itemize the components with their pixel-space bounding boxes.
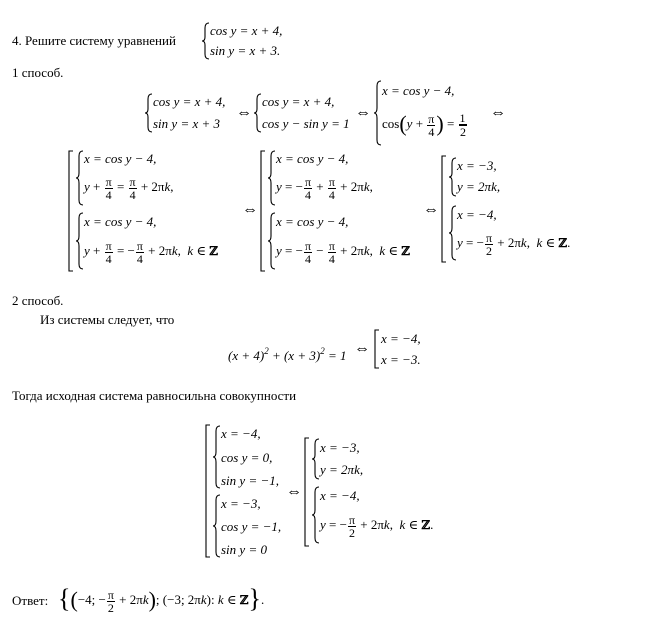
system-line: y + $\frac{\pi}{4}$ = − $\frac{\pi}{4}$ + 2πk, k ∈ ℤ [84, 238, 219, 266]
system-line: cos y − sin y = 1 [262, 116, 350, 131]
curly-brace [76, 212, 84, 270]
problem-label: 4. Решите систему уравнений [12, 33, 176, 48]
system-line: x = −4, [457, 207, 497, 222]
system-line: x = cos y − 4, [84, 214, 157, 229]
iff-symbol: ⇔ [490, 104, 506, 121]
system-line: cos y = x + 4, [262, 94, 335, 109]
iff-symbol: ⇔ [423, 201, 439, 218]
curly-brace [449, 157, 457, 197]
curly-brace [213, 425, 221, 489]
equivalence-text: Тогда исходная система равносильна совокупности [12, 388, 297, 403]
method1-label: 1 способ. [12, 65, 64, 80]
system-line: x = cos y − 4, [276, 214, 349, 229]
curly-brace [254, 93, 262, 133]
curly-brace [145, 93, 153, 133]
curly-brace [76, 150, 84, 206]
system-line: cos y = x + 4, [153, 94, 226, 109]
method2-intro: Из системы следует, что [40, 312, 175, 327]
square-bracket [304, 437, 310, 547]
system-line: y + $\frac{\pi}{4}$ = $\frac{\pi}{4}$ + 2πk, [84, 174, 174, 202]
system-line: x = −3, [221, 496, 261, 511]
system-line: y = − $\frac{\pi}{2}$ + 2πk, k ∈ ℤ. [457, 230, 571, 258]
curly-brace [374, 80, 382, 146]
system-line: sin y = 0 [221, 542, 267, 557]
system-line: x = −4, [221, 426, 261, 441]
problem-eq2: sin y = x + 3. [210, 43, 281, 58]
answer-label: Ответ: [12, 593, 49, 608]
system-line: y = − $\frac{\pi}{4}$ + $\frac{\pi}{4}$ + 2πk, [276, 174, 373, 202]
system-line: y = − $\frac{\pi}{2}$ + 2πk, k ∈ ℤ. [320, 512, 434, 540]
system-line: x = −3, [457, 158, 497, 173]
curly-brace [268, 212, 276, 270]
curly-brace [213, 494, 221, 558]
iff-symbol: ⇔ [236, 104, 252, 121]
system-line: x = cos y − 4, [276, 151, 349, 166]
system-line: cos y = 0, [221, 450, 273, 465]
square-bracket [260, 150, 266, 272]
system-line: cos(y + $\frac{\pi}{4}$ ) = $\frac{1}{2}$ [382, 111, 467, 140]
curly-brace [268, 150, 276, 206]
iff-symbol: ⇔ [286, 483, 302, 500]
system-line: x = −4, [320, 488, 360, 503]
system-line: y = 2πk, [457, 179, 501, 194]
square-bracket [374, 329, 380, 369]
answer-expression: {(−4; − $\frac{\pi}{2}$ + 2πk); (−3; 2πk): k ∈ ℤ}. [58, 584, 265, 615]
system-line: y = 2πk, [320, 462, 364, 477]
curly-brace [449, 205, 457, 261]
curly-brace [312, 438, 320, 480]
problem-eq1: cos y = x + 4, [210, 23, 283, 38]
system-line: sin y = x + 3 [153, 116, 221, 131]
iff-symbol: ⇔ [242, 201, 258, 218]
system-line: y = − $\frac{\pi}{4}$ − $\frac{\pi}{4}$ + 2πk, k ∈ ℤ [276, 238, 411, 266]
iff-symbol: ⇔ [355, 104, 371, 121]
method2-root1: x = −4, [381, 331, 421, 346]
system-line: cos y = −1, [221, 519, 282, 534]
square-bracket [68, 150, 74, 272]
curly-brace [202, 22, 210, 60]
iff-symbol: ⇔ [354, 340, 370, 357]
system-line: x = cos y − 4, [382, 83, 455, 98]
method2-label: 2 способ. [12, 293, 64, 308]
system-line: x = −3, [320, 440, 360, 455]
system-line: x = cos y − 4, [84, 151, 157, 166]
square-bracket [205, 424, 211, 558]
method2-equation: $(x + 4)^2 + (x + 3)^2 = 1$ [228, 346, 347, 363]
system-line: sin y = −1, [221, 473, 279, 488]
method2-root2: x = −3. [381, 352, 421, 367]
square-bracket [441, 155, 447, 263]
curly-brace [312, 486, 320, 544]
